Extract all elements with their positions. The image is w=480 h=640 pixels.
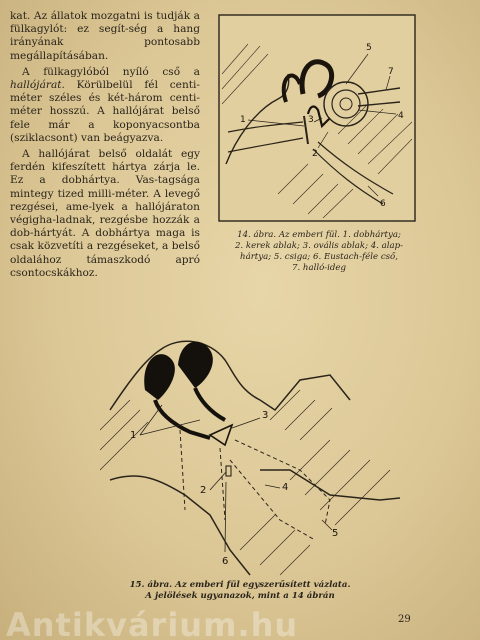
fig15-label-2: 2	[200, 485, 207, 496]
watermark: Antikvárium.hu	[6, 606, 299, 640]
round-window	[226, 466, 231, 476]
fig14-label-4: 4	[398, 111, 404, 121]
figure-14-caption: 14. ábra. Az emberi fül. 1. dobhártya; 2. kerek ablak; 3. ovális ablak; 4. alap- hártya; 5. csiga; 6. Eustach-féle cső, 7. halló-ideg	[234, 230, 404, 273]
semicircular-canal-left	[144, 354, 175, 400]
fig14-label-2: 2	[312, 149, 318, 159]
fig14-label-6: 6	[380, 199, 386, 209]
paragraph-1: kat. Az állatok mozgatni is tudják a fülkagylót: ez segít-ség a hang irányának pontosabb megállapításában.	[10, 10, 200, 62]
paragraph-3: A hallójárat belső oldalát egy ferdén kifeszített hártya zárja le. Ez a dobhártya. Vas-tagsága mintegy tized milli-méter. A levegő rezgései, ame-lyek a hallójáraton végigha-ladnak, rezgésbe hozzák a dob-hártyát. A dobhártya maga is csak közvetíti a rezgéseket, a belső oldalához támaszkodó apró csontocskákhoz.	[10, 148, 200, 279]
fig15-label-4: 4	[282, 482, 289, 493]
fig15-label-1: 1	[130, 430, 137, 441]
body-text	[10, 10, 200, 283]
figure-15-simplified-ear	[100, 320, 400, 580]
fig14-label-7: 7	[388, 67, 394, 77]
fig14-label-5: 5	[366, 43, 372, 53]
fig14-label-3: 3	[308, 115, 314, 125]
page-number: 29	[398, 614, 411, 625]
fig14-label-1: 1	[240, 115, 246, 125]
semicircular-canal-right	[178, 342, 213, 388]
ossicles	[210, 425, 232, 445]
figure-15-caption: 15. ábra. Az emberi fül egyszerűsített vázlata. A jelölések ugyanazok, mint a 14 ábrán	[129, 580, 351, 601]
fig15-label-3: 3	[262, 410, 269, 421]
bone-hatching	[100, 390, 390, 575]
term-hallojarat: hallójárat	[10, 79, 62, 92]
fig15-label-5: 5	[332, 528, 339, 539]
fig15-label-6: 6	[222, 556, 229, 567]
paragraph-2: A fülkagylóból nyíló cső a hallójárat. Körülbelül fél centi-méter széles és két-három centi-méter hosszú. A hallójárat belső fele már a koponyacsontba (sziklacsont) van beágyazva.	[10, 65, 200, 144]
figure-14-ear-cross-section	[218, 14, 416, 222]
